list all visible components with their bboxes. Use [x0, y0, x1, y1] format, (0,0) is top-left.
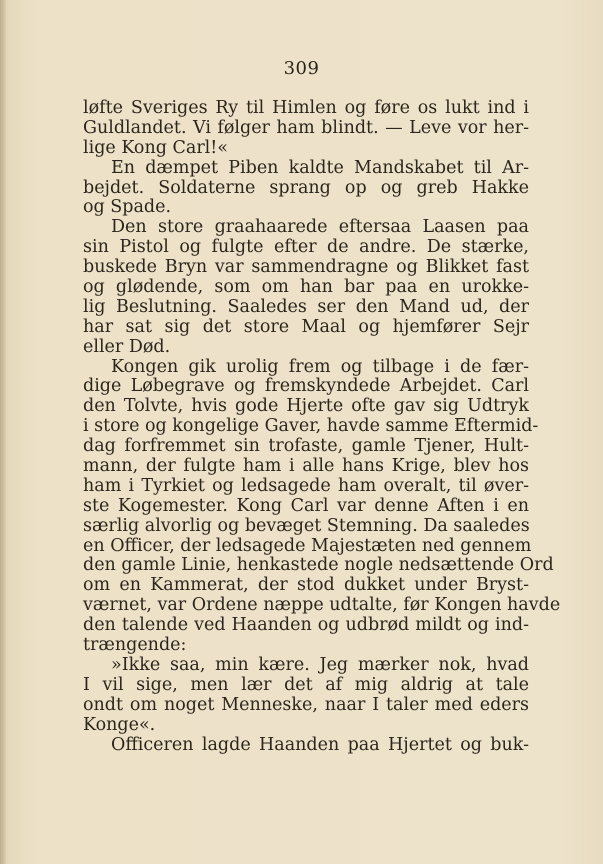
page-number: 309 [283, 58, 320, 79]
text-line: trængende: [83, 635, 187, 656]
text-line: den gamle Linie, henkastede nogle nedsættende Ord [83, 555, 554, 576]
text-line: ham i Tyrkiet og ledsagede ham overalt, til øver- [83, 475, 529, 496]
text-line: Den store graahaarede eftersaa Laasen paa [111, 217, 529, 238]
text-line: i store og kongelige Gaver, havde samme Eftermid- [83, 416, 539, 437]
text-line: løfte Sveriges Ry til Himlen og føre os lukt ind i [83, 98, 529, 118]
text-line: værnet, var Ordene næppe udtalte, før Kongen havde [83, 595, 561, 616]
text-line: og Spade. [83, 197, 172, 218]
text-line: Officeren lagde Haanden paa Hjertet og buk- [111, 734, 529, 755]
text-line: om en Kammerat, der stod dukket under Bryst- [83, 575, 529, 596]
text-line: dige Løbegrave og fremskyndede Arbejdet. Carl [83, 376, 529, 397]
text-line: særlig alvorlig og bevæget Stemning. Da saaledes [83, 515, 530, 536]
text-line: og glødende, som om han bar paa en urokke- [83, 277, 529, 298]
body-text [83, 98, 561, 755]
text-line: Kongen gik urolig frem og tilbage i de fær- [111, 356, 529, 377]
text-line: eller Død. [83, 336, 171, 357]
text-line: bejdet. Soldaterne sprang op og greb Hakke [83, 177, 529, 198]
text-line: dag forfremmet sin trofaste, gamle Tjener, Hult- [83, 436, 529, 457]
text-line: en Officer, der ledsagede Majestæten ned gennem [83, 535, 532, 556]
text-line: lige Kong Carl!« [83, 137, 229, 158]
text-line: mann, der fulgte ham i alle hans Krige, blev hos [83, 456, 529, 477]
text-line: ondt om noget Menneske, naar I taler med eders [83, 694, 529, 715]
text-line: ste Kogemester. Kong Carl var denne Aften i en [83, 495, 529, 516]
text-line: lig Beslutning. Saaledes ser den Mand ud, der [83, 296, 529, 317]
text-line: »Ikke saa, min kære. Jeg mærker nok, hvad [111, 654, 529, 675]
text-line: I vil sige, men lær det af mig aldrig at tale [83, 674, 529, 695]
text-line: den Tolvte, hvis gode Hjerte ofte gav sig Udtryk [83, 396, 529, 417]
text-line: Konge«. [83, 714, 156, 735]
page-spine-shadow [0, 0, 6, 864]
text-line: sin Pistol og fulgte efter de andre. De stærke, [83, 237, 529, 258]
text-line: den talende ved Haanden og udbrød mildt og ind- [83, 615, 529, 636]
text-line: har sat sig det store Maal og hjemfører Sejr [83, 316, 529, 337]
text-line: buskede Bryn var sammendragne og Blikket fast [83, 257, 529, 278]
text-line: En dæmpet Piben kaldte Mandskabet til Ar- [111, 157, 529, 178]
text-line: Guldlandet. Vi følger ham blindt. — Leve vor her- [83, 117, 529, 138]
